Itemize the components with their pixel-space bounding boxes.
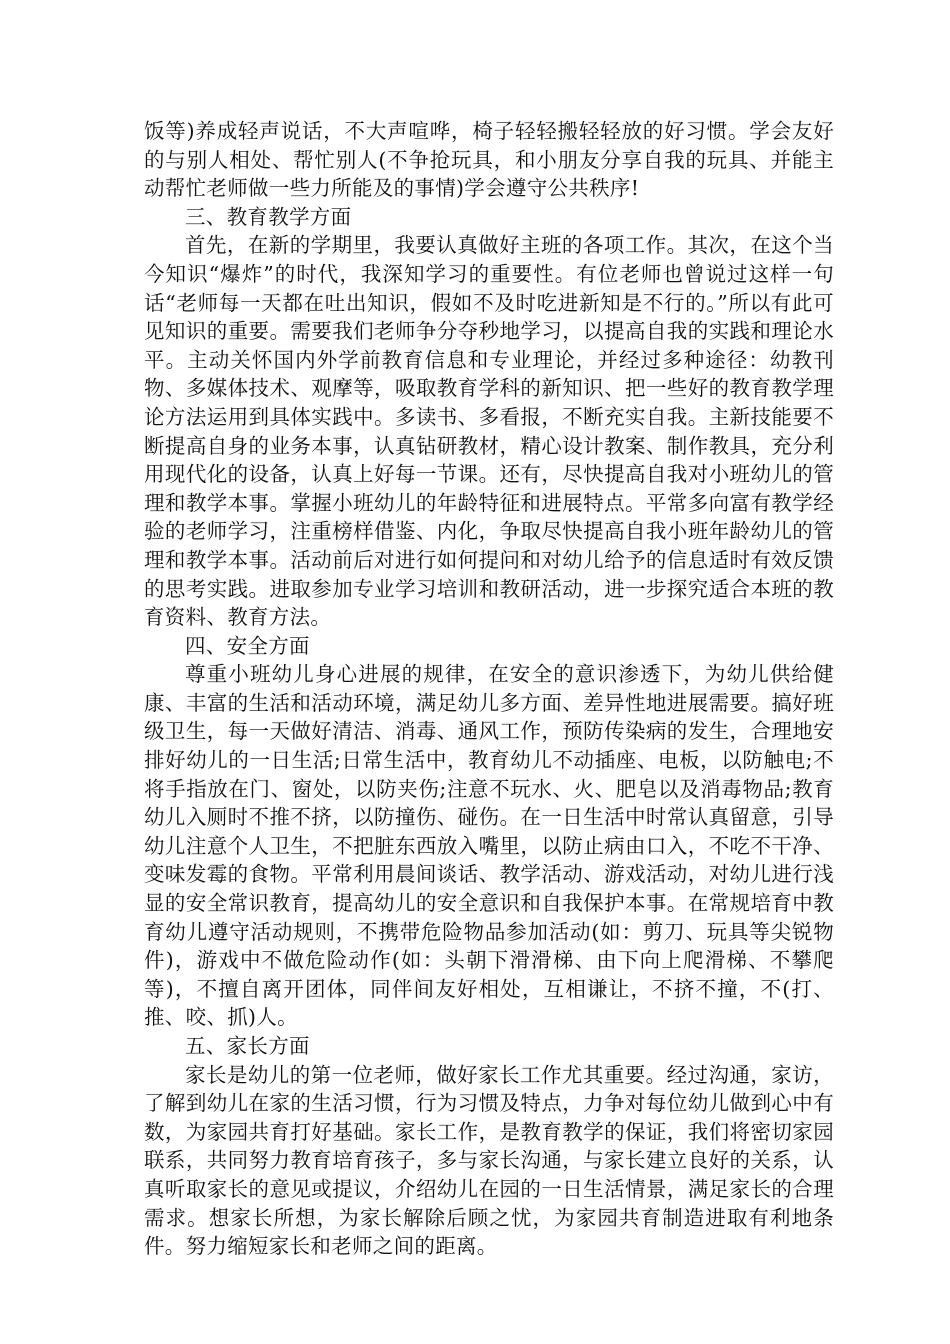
section-heading-safety: 四、安全方面 — [185, 633, 310, 658]
section-body-safety: 尊重小班幼儿身心进展的规律，在安全的意识渗透下，为幼儿供给健康、丰富的生活和活动环境，满足幼儿多方面、差异性地进展需要。搞好班级卫生，每一天做好清洁、消毒、通风工作，预防传染病的发生，合理地安排好幼儿的一日生活;日常生活中，教育幼儿不动插座、电板，以防触电;不将手指放在门、窗处，以防夹伤;注意不玩水、火、肥皂以及消毒物品;教育幼儿入厕时不推不挤，以防撞伤、碰伤。在一日生活中时常认真留意，引导幼儿注意个人卫生，不把脏东西放入嘴里，以防止病由口入，不吃不干净、变味发霉的食物。平常利用晨间谈话、教学活动、游戏活动，对幼儿进行浅显的安全常识教育，提高幼儿的安全意识和自我保护本事。在常规培育中教育幼儿遵守活动规则，不携带危险物品参加活动(如：剪刀、玩具等尖锐物件)，游戏中不做危险动作(如：头朝下滑滑梯、由下向上爬滑梯、不攀爬等)，不擅自离开团体，同伴间友好相处，互相谦让，不挤不撞，不(打、推、咬、抓)人。 — [144, 662, 834, 1030]
section-heading-parents: 五、家长方面 — [185, 1034, 310, 1058]
section-body-teaching: 首先，在新的学期里，我要认真做好主班的各项工作。其次，在这个当今知识“爆炸”的时代，我深知学习的重要性。有位老师也曾说过这样一句话“老师每一天都在吐出知识，假如不及时吃进新知是不行的。”所以有此可见知识的重要。需要我们老师争分夺秒地学习，以提高自我的实践和理论水平。主动关怀国内外学前教育信息和专业理论，并经过多种途径：幼教刊物、多媒体技术、观摩等，吸取教育学科的新知识、把一些好的教育教学理论方法运用到具体实践中。多读书、多看报，不断充实自我。主新技能要不断提高自身的业务本事，认真钻研教材，精心设计教案、制作教具，充分利用现代化的设备，认真上好每一节课。还有，尽快提高自我对小班幼儿的管理和教学本事。掌握小班幼儿的年龄特征和进展特点。平常多向富有教学经验的老师学习，注重榜样借鉴、内化，争取尽快提高自我小班年龄幼儿的管理和教学本事。活动前后对进行如何提问和对幼儿给予的信息适时有效反馈的思考实践。进取参加专业学习培训和教研活动，进一步探究适合本班的教育资料、教育方法。 — [144, 233, 834, 630]
section-body-parents: 家长是幼儿的第一位老师，做好家长工作尤其重要。经过沟通，家访，了解到幼儿在家的生活习惯，行为习惯及特点，力争对每位幼儿做到心中有数，为家园共育打好基础。家长工作，是教育教学的保证，我们将密切家园联系，共同努力教育培育孩子，多与家长沟通，与家长建立良好的关系，认真听取家长的意见或提议，介绍幼儿在园的一日生活情景，满足家长的合理需求。想家长所想，为家长解除后顾之忧，为家园共育制造进取有利地条件。努力缩短家长和老师之间的距离。 — [144, 1062, 834, 1259]
document-body — [144, 117, 834, 1261]
continuation-paragraph: 饭等)养成轻声说话，不大声喧哗，椅子轻轻搬轻轻放的好习惯。学会友好的与别人相处、帮忙别人(不争抢玩具，和小朋友分享自我的玩具、并能主动帮忙老师做一些力所能及的事情)学会遵守公共秩序! — [144, 119, 834, 201]
section-heading-teaching: 三、教育教学方面 — [185, 204, 352, 229]
